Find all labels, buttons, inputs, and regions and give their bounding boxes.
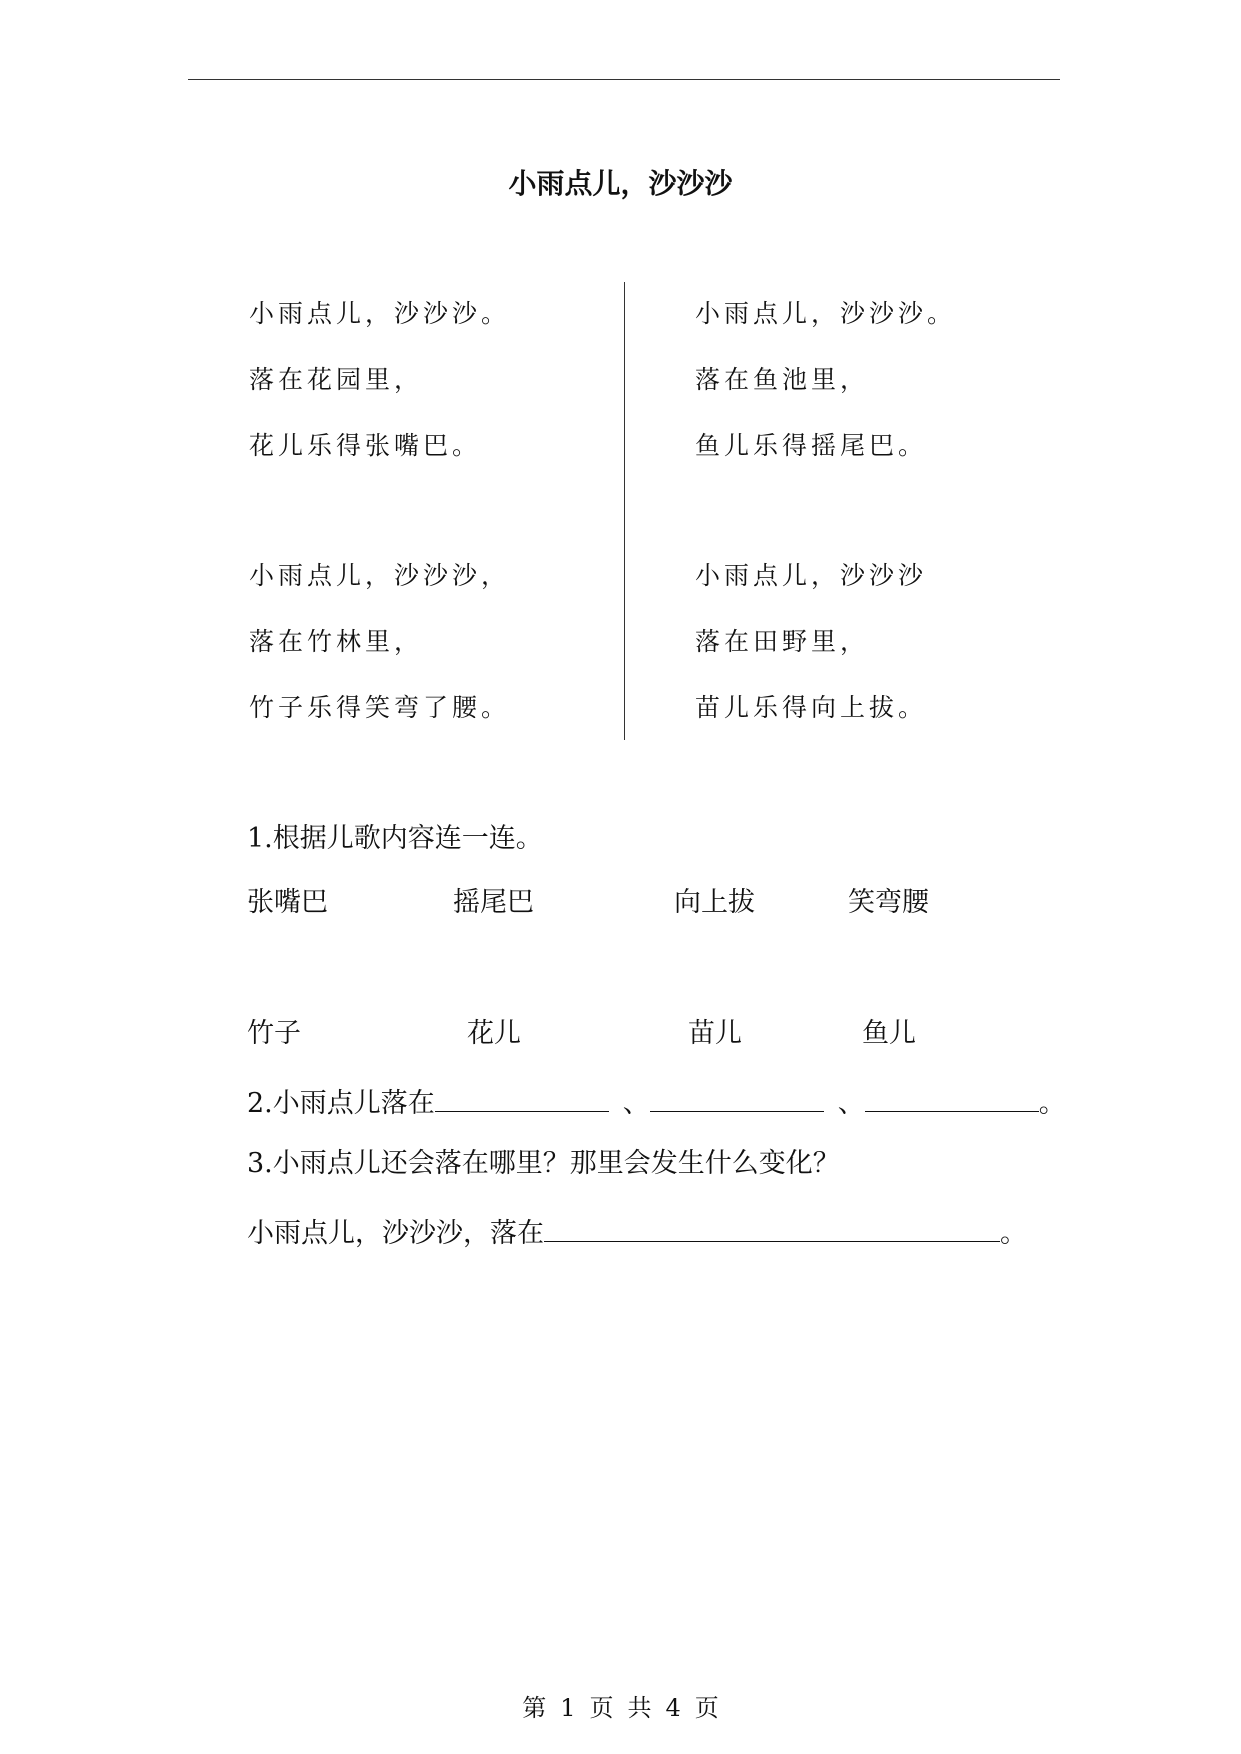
poem-line: 小雨点儿，沙沙沙 [695, 561, 928, 590]
poem-line: 落在鱼池里， [695, 365, 870, 394]
footer-label: 共 [627, 1694, 652, 1722]
match-item-bottom[interactable]: 竹子 [247, 1018, 301, 1049]
poem-line: 落在花园里， [249, 365, 424, 394]
column-divider [624, 282, 625, 740]
question-1-prompt: 1.根据儿歌内容连一连。 [247, 823, 543, 854]
page-number: 1 [560, 1694, 576, 1722]
match-item-top[interactable]: 向上拔 [674, 887, 755, 918]
footer-label: 第 [522, 1694, 547, 1722]
header-rule [188, 79, 1060, 80]
poem-line: 鱼儿乐得摇尾巴。 [695, 431, 928, 460]
poem-line: 花儿乐得张嘴巴。 [249, 431, 482, 460]
poem-line: 小雨点儿，沙沙沙， [249, 561, 511, 590]
footer-label: 页 [694, 1694, 719, 1722]
poem-line: 竹子乐得笑弯了腰。 [249, 693, 511, 722]
answer-blank-3[interactable] [865, 1083, 1039, 1112]
match-item-bottom[interactable]: 花儿 [467, 1018, 521, 1049]
question-3-answer [247, 1213, 1027, 1251]
match-item-bottom[interactable]: 苗儿 [688, 1018, 742, 1049]
poem-line: 落在田野里， [695, 627, 870, 656]
match-item-top[interactable]: 张嘴巴 [247, 887, 328, 918]
answer-blank-2[interactable] [650, 1083, 824, 1112]
match-item-bottom[interactable]: 鱼儿 [862, 1018, 916, 1049]
footer-label: 页 [589, 1694, 614, 1722]
period: 。 [1000, 1218, 1027, 1249]
answer-blank[interactable] [544, 1213, 1000, 1242]
poem-line: 落在竹林里， [249, 627, 424, 656]
question-3-prompt: 3.小雨点儿还会落在哪里？那里会发生什么变化？ [247, 1148, 840, 1179]
question-2 [247, 1083, 1066, 1121]
page-title: 小雨点儿，沙沙沙 [508, 167, 733, 200]
question-2-prompt: 2.小雨点儿落在 [247, 1088, 435, 1119]
poem-line: 苗儿乐得向上拔。 [695, 693, 928, 722]
answer-blank-1[interactable] [435, 1083, 609, 1112]
total-pages: 4 [665, 1694, 681, 1722]
period: 。 [1038, 1088, 1066, 1119]
separator: 、 [622, 1088, 650, 1119]
poem-line: 小雨点儿，沙沙沙。 [695, 299, 957, 328]
match-item-top[interactable]: 笑弯腰 [848, 887, 929, 918]
answer-prefix: 小雨点儿，沙沙沙，落在 [247, 1218, 544, 1249]
match-item-top[interactable]: 摇尾巴 [453, 887, 534, 918]
page-footer [0, 1688, 1241, 1723]
poem-line: 小雨点儿，沙沙沙。 [249, 299, 511, 328]
separator: 、 [837, 1088, 865, 1119]
